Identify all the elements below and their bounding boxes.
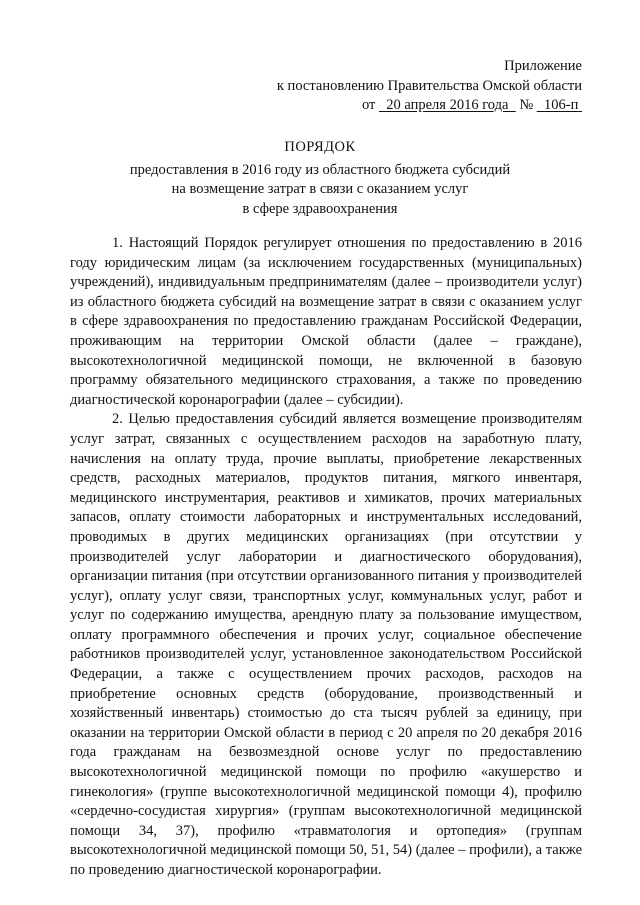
appendix-header — [222, 57, 582, 116]
appendix-date-line — [222, 96, 582, 116]
appendix-resolution-line: к постановлению Правительства Омской области — [276, 77, 582, 94]
document-title — [60, 138, 580, 219]
title-line-2: на возмещение затрат в связи с оказанием услуг — [171, 181, 469, 197]
paragraph-1: 1. Настоящий Порядок регулирует отношения по предоставлению в 2016 году юридическим лицам (за исключением государственных (муниципальных) учреждений), индивидуальным предпринимателям (далее – производители услуг) из областного бюджета субсидий на возмещение затрат в связи с оказанием услуг в сфере здравоохранения по предоставлению гражданам Российской Федерации, проживающим на территории Омской области (далее – граждане), высокотехнологичной медицинской помощи, не включенной в базовую программу обязательного медицинского страхования, а также по проведению диагностической коронарографии (далее – субсидии). — [70, 235, 582, 408]
document-body — [70, 234, 582, 881]
date-prefix: от — [361, 97, 376, 113]
appendix-label: Приложение — [504, 58, 582, 74]
title-line-3: в сфере здравоохранения — [242, 200, 398, 217]
paragraph-2: 2. Целью предоставления субсидий является возмещение производителям услуг затрат, связанных с осуществлением расходов на заработную плату, начисления на оплату труда, прочие выплаты, приобретение лекарственных средств, расходных материалов, продуктов питания, мягкого инвентаря, медицинского инструментария, реактивов и химикатов, прочих материальных запасов, оплату стоимости лабораторных и инструментальных исследований, проводимых в других медицинских организациях (при отсутствии у производителей услуг лаборатории и диагностического оборудования), организации питания (при отсутствии организованного питания у производителей услуг), оплату услуг связи, транспортных услуг, коммунальных услуг, работ и услуг по содержанию имущества, арендную плату за пользование имуществом, оплату программного обеспечения и прочих услуг, социальное обеспечение работников производителей услуг, установленное законодательством Российской Федерации, а также с осуществлением прочих расходов, расходов на приобретение основных средств (оборудование, производственный и хозяйственный инвентарь) стоимостью до ста тысяч рублей за единицу, при оказании на территории Омской области в период с 20 апреля по 20 декабря 2016 года гражданам на безвозмездной основе услуг по предоставлению высокотехнологичной медицинской помощи по профилю «акушерство и гинекология» (группе высокотехнологичной медицинской помощи 4), профилю «сердечно-сосудистая хирургия» (группам высокотехнологичной медицинской помощи 34, 37), профилю «травматология и ортопедия» (группам высокотехнологичной медицинской помощи 50, 51, 54) (далее – профили), а также по проведению диагностической коронарографии. — [70, 411, 582, 878]
title-heading: ПОРЯДОК — [284, 139, 356, 155]
resolution-number: 106-п — [544, 97, 579, 113]
number-sign: № — [519, 97, 534, 113]
resolution-date: 20 апреля 2016 года — [386, 97, 509, 113]
title-line-1: предоставления в 2016 году из областного бюджета субсидий — [129, 161, 511, 178]
